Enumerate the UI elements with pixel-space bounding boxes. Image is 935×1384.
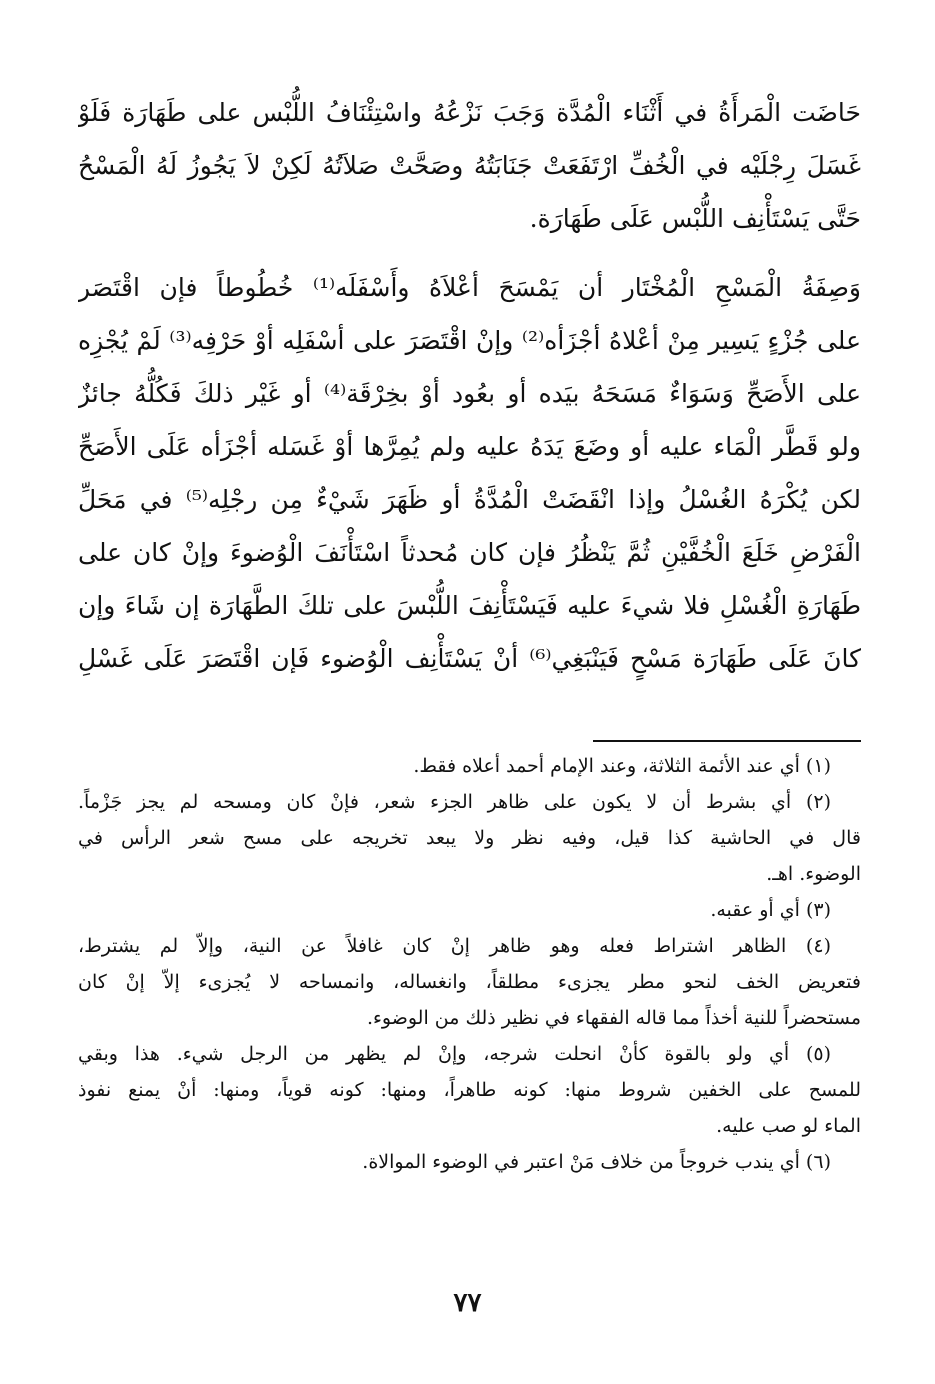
page-number: ٧٧ (453, 1288, 482, 1318)
text-line: الْفَرْضِ خَلَعَ الْخُفَّيْنِ ثُمَّ يَنْظُرُ فإن كان مُحدثاً اسْتَأْنَفَ الْوُضوءَ وإنْ كان على (78, 538, 861, 567)
footnote-line: (٢) أي بشرط أن لا يكون على ظاهر الجزء شعر، فإنْ كان ومسحه لم يجز جَزْماً. (78, 791, 831, 813)
footnote-5 (78, 1036, 861, 1144)
text-line: على الأَصَحِّ وَسَوَاءٌ مَسَحَهُ بيَده أو بعُود أوْ بخِرْقَة⁽⁴⁾ أو غَيْر ذلكَ فَكُلُّهُ جائزٌ (78, 379, 861, 408)
text-line: غَسَلَ رِجْلَيْه في الْخُفِّ ارْتَفَعَتْ جَنَابَتُهُ وصَحَّتْ صَلاَتُهُ لَكِنْ لاَ يَجُوزُ لَهُ الْمَسْحُ (78, 151, 861, 180)
footnote-2 (78, 784, 861, 892)
footnote-line: (٦) أي يندب خروجاً من خلاف مَنْ اعتبر في الوضوء الموالاة. (362, 1151, 831, 1173)
footnote-line: (٤) الظاهر اشتراط فعله وهو ظاهر إنْ كان غافلاً عن النية، وإلاّ لم يشترط، (78, 935, 831, 957)
text-line: وَصِفَةُ الْمَسْحِ الْمُخْتَار أن يَمْسَحَ أعْلاَهُ وأَسْفَلَه⁽¹⁾ خُطُوطاً فإن اقْتَصَر (78, 273, 861, 302)
text-line: طَهَارَةِ الْغُسْلِ فلا شيءَ عليه فَيَسْتَأْنِفَ اللُّبْسَ على تلكَ الطَّهَارَة إن شَاءَ وإن (78, 591, 861, 620)
footnote-line: (٣) أي أو عقبه. (710, 899, 831, 921)
text-line: حَتَّى يَسْتَأْنِف اللُّبْس عَلَى طَهَارَة. (529, 204, 861, 233)
footnote-4 (78, 928, 861, 1036)
footnote-3 (78, 892, 861, 928)
paragraph-gap (78, 245, 861, 261)
footnote-line: الماء لو صب عليه. (716, 1115, 861, 1137)
footnote-line: (١) أي عند الأئمة الثلاثة، وعند الإمام أحمد أعلاه فقط. (413, 755, 831, 777)
text-line: ولو قَطَّر الْمَاء عليه أو وضَعَ يَدَهُ عليه ولم يُمِرَّها أوْ غَسَله أجْزَأه عَلَى الأَصَحِّ (78, 432, 861, 461)
footnote-line: فتعريض الخف لنحو مطر يجزىء مطلقاً، وانغساله، وانمساحه لا يُجزىء إلاّ إنْ كان (78, 971, 861, 993)
footnote-6 (78, 1144, 861, 1180)
footnote-line: للمسح على الخفين شروط منها: كونه طاهراً، ومنها: كونه قوياً، ومنها: أنْ يمنع نفوذ (78, 1079, 861, 1101)
footnote-line: الوضوء. اهـ. (766, 863, 861, 885)
text-line: حَاضَت الْمَرأَةُ في أَثْنَاء الْمُدَّة وَجَبَ نَزْعُهُ واسْتِئْنَافُ اللُّبْس على طَهَارَة فَلَوْ (78, 98, 861, 127)
footnote-separator (593, 740, 861, 742)
footnote-1 (78, 748, 861, 784)
footnote-line: مستحضراً للنية أخذاً مما قاله الفقهاء في نظير ذلك من الوضوء. (366, 1007, 861, 1029)
footnotes (78, 748, 861, 1180)
footnote-line: (٥) أي ولو بالقوة كأنْ انحلت شرجه، وإنْ لم يظهر من الرجل شيء. هذا وبقي (78, 1043, 831, 1065)
main-text (78, 86, 861, 685)
footnote-line: قال في الحاشية كذا قيل، وفيه نظر ولا يبعد تخريجه على مسح شعر الرأس في (78, 827, 861, 849)
text-line: لكن يُكْرَهُ الغُسْلُ وإذا انْقَضَتْ الْمُدَّةُ أو ظَهَرَ شَيْءٌ مِن رجْلِه⁽⁵⁾ في مَحَلِّ (78, 485, 861, 514)
text-line: على جُزْءٍ يَسِير مِنْ أعْلاهُ أجْزَأه⁽²⁾ وإنْ اقْتَصَرَ على أسْفَلِه أوْ حَرْفِه⁽³⁾ لَمْ يُجْزِه (78, 326, 861, 355)
text-line: كانَ عَلَى طَهَارَة مَسْحٍ فَيَنْبَغِي⁽⁶⁾ أنْ يَسْتَأْنِف الْوُضوء فَإن اقْتَصَرَ عَلَى غَسْلِ (78, 644, 861, 673)
